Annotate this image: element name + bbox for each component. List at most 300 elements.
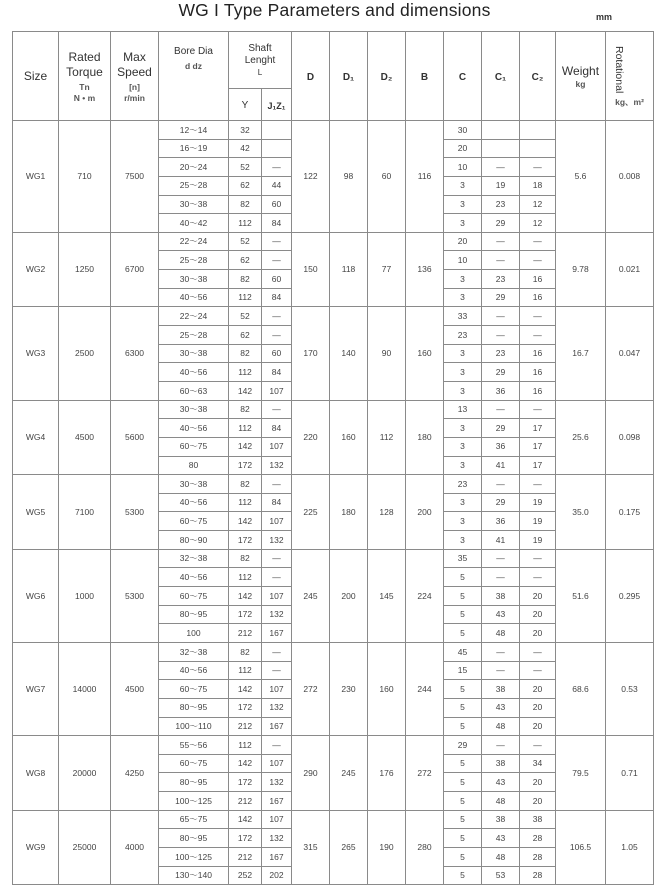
b-cell: 224 xyxy=(406,549,444,642)
weight-cell: 68.6 xyxy=(556,642,606,735)
torque-cell: 20000 xyxy=(59,736,111,811)
y-cell: 142 xyxy=(229,512,262,531)
jz-cell: — xyxy=(262,475,292,494)
inertia-cell: 0.047 xyxy=(606,307,654,400)
y-cell: 142 xyxy=(229,437,262,456)
c2-cell: 16 xyxy=(520,344,556,363)
d-cell: 122 xyxy=(292,121,330,233)
bore-cell: 40～56 xyxy=(159,661,229,680)
torque-cell: 710 xyxy=(59,121,111,233)
d2-cell: 128 xyxy=(368,475,406,550)
size-cell: WG6 xyxy=(13,549,59,642)
y-cell: 32 xyxy=(229,121,262,140)
c-cell: 23 xyxy=(444,475,482,494)
torque-cell: 25000 xyxy=(59,810,111,885)
c2-cell: 19 xyxy=(520,493,556,512)
d2-cell: 176 xyxy=(368,736,406,811)
bore-cell: 25～28 xyxy=(159,176,229,195)
header-speed: Max Speed [n] r/min xyxy=(111,32,159,121)
table-row xyxy=(13,121,654,140)
c1-cell xyxy=(482,121,520,140)
bore-cell: 40～56 xyxy=(159,419,229,438)
bore-cell: 60～75 xyxy=(159,437,229,456)
d-cell: 225 xyxy=(292,475,330,550)
c-cell: 13 xyxy=(444,400,482,419)
jz-cell: 84 xyxy=(262,419,292,438)
c-cell: 5 xyxy=(444,587,482,606)
header-bore: Bore Dia d dz xyxy=(159,32,229,121)
size-cell: WG1 xyxy=(13,121,59,233)
bore-cell: 30～38 xyxy=(159,270,229,289)
bore-cell: 40～42 xyxy=(159,214,229,233)
torque-cell: 1250 xyxy=(59,232,111,307)
c1-cell: 38 xyxy=(482,810,520,829)
jz-cell: 167 xyxy=(262,717,292,736)
table-row xyxy=(13,736,654,755)
bore-cell: 40～56 xyxy=(159,493,229,512)
c-cell: 5 xyxy=(444,866,482,885)
c2-cell: — xyxy=(520,475,556,494)
jz-cell: 107 xyxy=(262,587,292,606)
c2-cell: 34 xyxy=(520,754,556,773)
bore-cell: 22～24 xyxy=(159,307,229,326)
inertia-cell: 0.098 xyxy=(606,400,654,475)
c1-cell: 23 xyxy=(482,195,520,214)
unit-label: mm xyxy=(596,12,613,22)
b-cell: 200 xyxy=(406,475,444,550)
c1-cell: 38 xyxy=(482,587,520,606)
jz-cell: 60 xyxy=(262,270,292,289)
c1-cell: 29 xyxy=(482,288,520,307)
jz-cell: — xyxy=(262,400,292,419)
jz-cell: 84 xyxy=(262,493,292,512)
c1-cell: 29 xyxy=(482,419,520,438)
speed-cell: 4000 xyxy=(111,810,159,885)
bore-cell: 30～38 xyxy=(159,195,229,214)
c1-cell: 43 xyxy=(482,698,520,717)
y-cell: 62 xyxy=(229,251,262,270)
bore-cell: 25～28 xyxy=(159,251,229,270)
c-cell: 5 xyxy=(444,717,482,736)
bore-cell: 60～75 xyxy=(159,587,229,606)
jz-cell: 44 xyxy=(262,176,292,195)
header-torque: Rated Torque Tn N • m xyxy=(59,32,111,121)
c2-cell: 16 xyxy=(520,270,556,289)
speed-cell: 5600 xyxy=(111,400,159,475)
d-cell: 272 xyxy=(292,642,330,735)
bore-cell: 20～24 xyxy=(159,158,229,177)
torque-cell: 14000 xyxy=(59,642,111,735)
c1-cell: — xyxy=(482,232,520,251)
c1-cell: — xyxy=(482,475,520,494)
c2-cell: 28 xyxy=(520,866,556,885)
c-cell: 5 xyxy=(444,698,482,717)
bore-cell: 55～56 xyxy=(159,736,229,755)
table-row xyxy=(13,810,654,829)
c1-cell: 19 xyxy=(482,176,520,195)
bore-cell: 80～95 xyxy=(159,698,229,717)
jz-cell: 132 xyxy=(262,456,292,475)
c2-cell: 20 xyxy=(520,680,556,699)
c1-cell: — xyxy=(482,400,520,419)
c1-cell: 36 xyxy=(482,437,520,456)
y-cell: 42 xyxy=(229,139,262,158)
table-row xyxy=(13,307,654,326)
c2-cell: — xyxy=(520,549,556,568)
b-cell: 180 xyxy=(406,400,444,475)
jz-cell: 84 xyxy=(262,363,292,382)
c2-cell: 20 xyxy=(520,698,556,717)
bore-cell: 100～125 xyxy=(159,792,229,811)
jz-cell: — xyxy=(262,661,292,680)
c-cell: 10 xyxy=(444,251,482,270)
jz-cell xyxy=(262,121,292,140)
c1-cell: 43 xyxy=(482,829,520,848)
c2-cell: 19 xyxy=(520,512,556,531)
jz-cell: — xyxy=(262,232,292,251)
c-cell: 3 xyxy=(444,214,482,233)
y-cell: 172 xyxy=(229,605,262,624)
c-cell: 30 xyxy=(444,121,482,140)
d-cell: 150 xyxy=(292,232,330,307)
header-c2: C₂ xyxy=(520,32,556,121)
y-cell: 112 xyxy=(229,493,262,512)
c1-cell: — xyxy=(482,326,520,345)
inertia-cell: 0.53 xyxy=(606,642,654,735)
c-cell: 3 xyxy=(444,195,482,214)
d2-cell: 90 xyxy=(368,307,406,400)
c2-cell: 19 xyxy=(520,531,556,550)
c2-cell xyxy=(520,121,556,140)
jz-cell: 167 xyxy=(262,847,292,866)
c2-cell: 20 xyxy=(520,587,556,606)
weight-cell: 51.6 xyxy=(556,549,606,642)
c-cell: 3 xyxy=(444,344,482,363)
size-cell: WG7 xyxy=(13,642,59,735)
bore-cell: 60～75 xyxy=(159,512,229,531)
c-cell: 23 xyxy=(444,326,482,345)
bore-cell: 32～38 xyxy=(159,549,229,568)
header-rotational: Rotational kg、m² xyxy=(606,32,654,121)
jz-cell: — xyxy=(262,158,292,177)
table-row xyxy=(13,642,654,661)
c1-cell: 41 xyxy=(482,456,520,475)
c1-cell: 43 xyxy=(482,773,520,792)
c-cell: 3 xyxy=(444,381,482,400)
jz-cell: 60 xyxy=(262,344,292,363)
c-cell: 3 xyxy=(444,176,482,195)
c2-cell: — xyxy=(520,736,556,755)
c-cell: 5 xyxy=(444,568,482,587)
d1-cell: 230 xyxy=(330,642,368,735)
c2-cell: — xyxy=(520,400,556,419)
y-cell: 212 xyxy=(229,792,262,811)
c-cell: 3 xyxy=(444,288,482,307)
y-cell: 112 xyxy=(229,288,262,307)
weight-cell: 79.5 xyxy=(556,736,606,811)
c1-cell: 29 xyxy=(482,493,520,512)
jz-cell xyxy=(262,139,292,158)
inertia-cell: 0.295 xyxy=(606,549,654,642)
c-cell: 29 xyxy=(444,736,482,755)
y-cell: 212 xyxy=(229,624,262,643)
c1-cell: 23 xyxy=(482,344,520,363)
c2-cell: 20 xyxy=(520,717,556,736)
weight-cell: 5.6 xyxy=(556,121,606,233)
speed-cell: 6300 xyxy=(111,307,159,400)
d-cell: 290 xyxy=(292,736,330,811)
c-cell: 5 xyxy=(444,829,482,848)
header-weight: Weight kg xyxy=(556,32,606,121)
parameters-table xyxy=(12,31,654,885)
c-cell: 20 xyxy=(444,139,482,158)
y-cell: 112 xyxy=(229,214,262,233)
c2-cell: — xyxy=(520,307,556,326)
header-y: Y xyxy=(229,89,262,121)
speed-cell: 6700 xyxy=(111,232,159,307)
d-cell: 315 xyxy=(292,810,330,885)
c1-cell: — xyxy=(482,568,520,587)
c2-cell: 17 xyxy=(520,437,556,456)
size-cell: WG3 xyxy=(13,307,59,400)
weight-cell: 9.78 xyxy=(556,232,606,307)
bore-cell: 30～38 xyxy=(159,475,229,494)
bore-cell: 100～125 xyxy=(159,847,229,866)
bore-cell: 40～56 xyxy=(159,288,229,307)
y-cell: 62 xyxy=(229,176,262,195)
c2-cell: 20 xyxy=(520,624,556,643)
jz-cell: — xyxy=(262,307,292,326)
weight-cell: 35.0 xyxy=(556,475,606,550)
c-cell: 33 xyxy=(444,307,482,326)
weight-cell: 106.5 xyxy=(556,810,606,885)
header-d2: D₂ xyxy=(368,32,406,121)
c1-cell: — xyxy=(482,158,520,177)
y-cell: 82 xyxy=(229,270,262,289)
jz-cell: 60 xyxy=(262,195,292,214)
c2-cell: — xyxy=(520,251,556,270)
inertia-cell: 0.008 xyxy=(606,121,654,233)
c-cell: 3 xyxy=(444,512,482,531)
d1-cell: 160 xyxy=(330,400,368,475)
b-cell: 280 xyxy=(406,810,444,885)
c2-cell: — xyxy=(520,326,556,345)
c2-cell: — xyxy=(520,661,556,680)
jz-cell: 132 xyxy=(262,773,292,792)
jz-cell: — xyxy=(262,568,292,587)
c2-cell: 16 xyxy=(520,381,556,400)
header-d1: D₁ xyxy=(330,32,368,121)
y-cell: 112 xyxy=(229,736,262,755)
y-cell: 252 xyxy=(229,866,262,885)
jz-cell: 107 xyxy=(262,810,292,829)
c1-cell xyxy=(482,139,520,158)
c1-cell: 53 xyxy=(482,866,520,885)
y-cell: 142 xyxy=(229,381,262,400)
jz-cell: 107 xyxy=(262,754,292,773)
c1-cell: 41 xyxy=(482,531,520,550)
y-cell: 62 xyxy=(229,326,262,345)
size-cell: WG9 xyxy=(13,810,59,885)
c2-cell: 16 xyxy=(520,363,556,382)
d1-cell: 98 xyxy=(330,121,368,233)
torque-cell: 7100 xyxy=(59,475,111,550)
y-cell: 172 xyxy=(229,698,262,717)
weight-cell: 25.6 xyxy=(556,400,606,475)
bore-cell: 30～38 xyxy=(159,400,229,419)
d2-cell: 160 xyxy=(368,642,406,735)
bore-cell: 32～38 xyxy=(159,642,229,661)
header-size: Size xyxy=(13,32,59,121)
inertia-cell: 0.021 xyxy=(606,232,654,307)
header-shaft: Shaft Lenght L xyxy=(229,32,292,89)
y-cell: 52 xyxy=(229,232,262,251)
b-cell: 244 xyxy=(406,642,444,735)
c-cell: 3 xyxy=(444,456,482,475)
jz-cell: 107 xyxy=(262,381,292,400)
torque-cell: 4500 xyxy=(59,400,111,475)
table-row xyxy=(13,400,654,419)
c2-cell: 20 xyxy=(520,605,556,624)
b-cell: 160 xyxy=(406,307,444,400)
d2-cell: 190 xyxy=(368,810,406,885)
page-title: WG I Type Parameters and dimensions xyxy=(178,0,491,20)
header-b: B xyxy=(406,32,444,121)
bore-cell: 40～56 xyxy=(159,568,229,587)
d2-cell: 60 xyxy=(368,121,406,233)
y-cell: 82 xyxy=(229,549,262,568)
jz-cell: 132 xyxy=(262,531,292,550)
c-cell: 5 xyxy=(444,847,482,866)
jz-cell: 202 xyxy=(262,866,292,885)
d1-cell: 140 xyxy=(330,307,368,400)
c1-cell: 29 xyxy=(482,214,520,233)
c-cell: 5 xyxy=(444,773,482,792)
c-cell: 5 xyxy=(444,680,482,699)
c2-cell: 12 xyxy=(520,195,556,214)
y-cell: 112 xyxy=(229,363,262,382)
c1-cell: 36 xyxy=(482,512,520,531)
header-jz: J₁Z₁ xyxy=(262,89,292,121)
jz-cell: 132 xyxy=(262,698,292,717)
c2-cell: 16 xyxy=(520,288,556,307)
jz-cell: 107 xyxy=(262,437,292,456)
d1-cell: 118 xyxy=(330,232,368,307)
speed-cell: 7500 xyxy=(111,121,159,233)
c1-cell: 23 xyxy=(482,270,520,289)
inertia-cell: 0.175 xyxy=(606,475,654,550)
header-c1: C₁ xyxy=(482,32,520,121)
jz-cell: 107 xyxy=(262,680,292,699)
bore-cell: 60～75 xyxy=(159,754,229,773)
jz-cell: 132 xyxy=(262,829,292,848)
y-cell: 112 xyxy=(229,568,262,587)
c-cell: 35 xyxy=(444,549,482,568)
c-cell: 3 xyxy=(444,437,482,456)
c-cell: 5 xyxy=(444,792,482,811)
b-cell: 272 xyxy=(406,736,444,811)
d1-cell: 200 xyxy=(330,549,368,642)
c2-cell: 38 xyxy=(520,810,556,829)
d1-cell: 180 xyxy=(330,475,368,550)
y-cell: 172 xyxy=(229,531,262,550)
jz-cell: — xyxy=(262,549,292,568)
c2-cell: — xyxy=(520,158,556,177)
y-cell: 172 xyxy=(229,773,262,792)
y-cell: 142 xyxy=(229,680,262,699)
y-cell: 172 xyxy=(229,456,262,475)
table-row xyxy=(13,232,654,251)
c-cell: 3 xyxy=(444,363,482,382)
c2-cell: — xyxy=(520,232,556,251)
c1-cell: — xyxy=(482,549,520,568)
bore-cell: 30～38 xyxy=(159,344,229,363)
c-cell: 20 xyxy=(444,232,482,251)
y-cell: 82 xyxy=(229,195,262,214)
c1-cell: 43 xyxy=(482,605,520,624)
y-cell: 82 xyxy=(229,344,262,363)
bore-cell: 100 xyxy=(159,624,229,643)
c1-cell: 48 xyxy=(482,717,520,736)
c1-cell: 38 xyxy=(482,680,520,699)
jz-cell: — xyxy=(262,642,292,661)
c2-cell: 20 xyxy=(520,773,556,792)
weight-cell: 16.7 xyxy=(556,307,606,400)
c-cell: 5 xyxy=(444,810,482,829)
bore-cell: 80～95 xyxy=(159,773,229,792)
bore-cell: 12～14 xyxy=(159,121,229,140)
c-cell: 5 xyxy=(444,624,482,643)
torque-cell: 2500 xyxy=(59,307,111,400)
size-cell: WG4 xyxy=(13,400,59,475)
d2-cell: 77 xyxy=(368,232,406,307)
bore-cell: 22～24 xyxy=(159,232,229,251)
c2-cell: 17 xyxy=(520,419,556,438)
c2-cell: 12 xyxy=(520,214,556,233)
y-cell: 112 xyxy=(229,419,262,438)
bore-cell: 40～56 xyxy=(159,363,229,382)
bore-cell: 60～63 xyxy=(159,381,229,400)
y-cell: 52 xyxy=(229,158,262,177)
c-cell: 3 xyxy=(444,493,482,512)
y-cell: 142 xyxy=(229,754,262,773)
y-cell: 172 xyxy=(229,829,262,848)
y-cell: 52 xyxy=(229,307,262,326)
jz-cell: 167 xyxy=(262,792,292,811)
c1-cell: — xyxy=(482,661,520,680)
y-cell: 82 xyxy=(229,475,262,494)
bore-cell: 60～75 xyxy=(159,680,229,699)
c1-cell: 48 xyxy=(482,847,520,866)
inertia-cell: 1.05 xyxy=(606,810,654,885)
speed-cell: 5300 xyxy=(111,475,159,550)
bore-cell: 65～75 xyxy=(159,810,229,829)
c-cell: 45 xyxy=(444,642,482,661)
header-d: D xyxy=(292,32,330,121)
c-cell: 3 xyxy=(444,270,482,289)
c1-cell: 48 xyxy=(482,624,520,643)
d1-cell: 245 xyxy=(330,736,368,811)
bore-cell: 16～19 xyxy=(159,139,229,158)
d-cell: 220 xyxy=(292,400,330,475)
y-cell: 142 xyxy=(229,810,262,829)
header-c: C xyxy=(444,32,482,121)
c1-cell: 36 xyxy=(482,381,520,400)
d1-cell: 265 xyxy=(330,810,368,885)
bore-cell: 80～95 xyxy=(159,605,229,624)
bore-cell: 80 xyxy=(159,456,229,475)
c-cell: 3 xyxy=(444,419,482,438)
